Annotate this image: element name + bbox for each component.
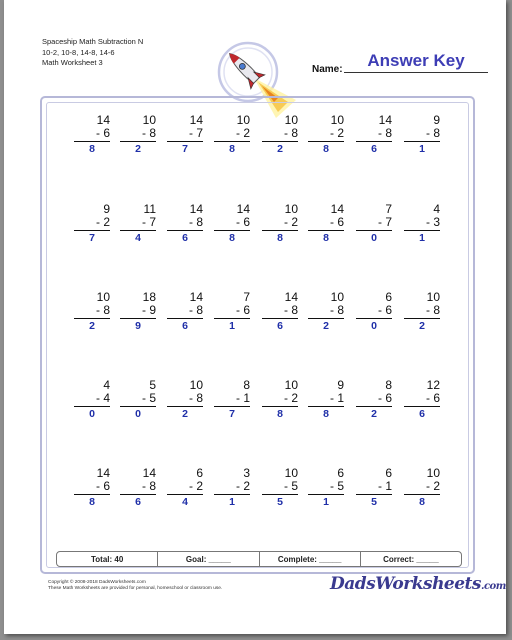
answer-bar bbox=[308, 318, 344, 319]
minuend: 11 bbox=[143, 202, 156, 216]
answer-bar bbox=[214, 230, 250, 231]
name-label: Name: bbox=[312, 64, 343, 75]
subtrahend: - 2 bbox=[235, 479, 250, 493]
minuend: 14 bbox=[378, 113, 392, 127]
subtrahend: - 6 bbox=[377, 303, 392, 317]
answer-bar bbox=[308, 230, 344, 231]
subtrahend: - 5 bbox=[283, 479, 298, 493]
subtrahend: - 9 bbox=[141, 303, 156, 317]
subtraction-problem bbox=[308, 291, 344, 332]
minuend: 4 bbox=[103, 378, 110, 392]
answer: 2 bbox=[89, 320, 95, 332]
subtraction-problem bbox=[356, 203, 392, 244]
subtraction-problem bbox=[167, 379, 203, 420]
subtraction-problem bbox=[214, 379, 250, 420]
minuend: 14 bbox=[284, 290, 298, 304]
answer-bar bbox=[262, 318, 298, 319]
subtraction-problem bbox=[74, 114, 110, 155]
answer-bar bbox=[404, 494, 440, 495]
answer: 6 bbox=[182, 232, 188, 244]
answer: 9 bbox=[135, 320, 141, 332]
answer-bar bbox=[308, 494, 344, 495]
worksheet-number: Math Worksheet 3 bbox=[42, 58, 103, 67]
minuend: 14 bbox=[96, 113, 110, 127]
subtrahend: - 1 bbox=[377, 479, 392, 493]
minuend: 3 bbox=[243, 466, 250, 480]
minuend: 14 bbox=[189, 202, 203, 216]
subtraction-problem bbox=[308, 379, 344, 420]
subtrahend: - 8 bbox=[95, 303, 110, 317]
answer-bar bbox=[120, 318, 156, 319]
subtrahend: - 8 bbox=[188, 303, 203, 317]
subtraction-problem bbox=[404, 203, 440, 244]
subtraction-problem bbox=[74, 467, 110, 508]
answer-bar bbox=[74, 406, 110, 407]
subtraction-problem bbox=[167, 291, 203, 332]
subtrahend: - 2 bbox=[283, 215, 298, 229]
answer-bar bbox=[404, 318, 440, 319]
answer: 5 bbox=[277, 496, 283, 508]
answer: 0 bbox=[371, 232, 377, 244]
answer: 2 bbox=[135, 143, 141, 155]
subtrahend: - 6 bbox=[425, 391, 440, 405]
minuend: 6 bbox=[337, 466, 344, 480]
minuend: 6 bbox=[196, 466, 203, 480]
subtrahend: - 8 bbox=[283, 126, 298, 140]
answer-bar bbox=[262, 494, 298, 495]
goal-field: Goal: _____ bbox=[158, 552, 259, 566]
subtraction-problem bbox=[120, 379, 156, 420]
answer-bar bbox=[214, 141, 250, 142]
answer-bar bbox=[120, 494, 156, 495]
subtrahend: - 2 bbox=[425, 479, 440, 493]
subtraction-problem bbox=[214, 291, 250, 332]
answer: 8 bbox=[229, 232, 235, 244]
subtraction-problem bbox=[262, 114, 298, 155]
answer: 2 bbox=[419, 320, 425, 332]
subtrahend: - 4 bbox=[95, 391, 110, 405]
answer-bar bbox=[167, 406, 203, 407]
minuend: 10 bbox=[426, 466, 440, 480]
minuend: 10 bbox=[284, 378, 298, 392]
subtrahend: - 1 bbox=[329, 391, 344, 405]
total-field: Total: 40 bbox=[57, 552, 158, 566]
subtraction-problem bbox=[74, 203, 110, 244]
minuend: 10 bbox=[284, 202, 298, 216]
answer-bar bbox=[120, 406, 156, 407]
minuend: 12 bbox=[426, 378, 440, 392]
subtrahend: - 7 bbox=[141, 215, 156, 229]
brand-logo bbox=[330, 574, 506, 594]
subtrahend: - 2 bbox=[283, 391, 298, 405]
answer: 6 bbox=[277, 320, 283, 332]
minuend: 10 bbox=[330, 290, 344, 304]
subtrahend: - 2 bbox=[329, 126, 344, 140]
minuend: 10 bbox=[96, 290, 110, 304]
minuend: 14 bbox=[330, 202, 344, 216]
answer-bar bbox=[74, 230, 110, 231]
subtrahend: - 7 bbox=[377, 215, 392, 229]
subtraction-problem bbox=[356, 291, 392, 332]
minuend: 7 bbox=[243, 290, 250, 304]
answer: 8 bbox=[229, 143, 235, 155]
copyright-line: Copyright © 2008-2018 DadsWorksheets.com bbox=[48, 580, 146, 585]
subtrahend: - 6 bbox=[95, 479, 110, 493]
answer-key-label: Answer Key bbox=[367, 51, 465, 70]
fact-list: 10-2, 10-8, 14-8, 14-6 bbox=[42, 47, 115, 57]
answer: 0 bbox=[371, 320, 377, 332]
answer: 2 bbox=[323, 320, 329, 332]
minuend: 14 bbox=[142, 466, 156, 480]
answer-bar bbox=[74, 494, 110, 495]
subtraction-problem bbox=[214, 114, 250, 155]
subtraction-problem bbox=[214, 203, 250, 244]
answer-bar bbox=[308, 141, 344, 142]
name-line bbox=[344, 72, 488, 73]
minuend: 10 bbox=[189, 378, 203, 392]
answer-bar bbox=[404, 406, 440, 407]
minuend: 10 bbox=[284, 466, 298, 480]
subtrahend: - 8 bbox=[141, 479, 156, 493]
answer-bar bbox=[74, 141, 110, 142]
minuend: 10 bbox=[330, 113, 344, 127]
answer: 1 bbox=[229, 496, 235, 508]
answer: 8 bbox=[277, 408, 283, 420]
subtraction-problem bbox=[120, 114, 156, 155]
subtraction-problem bbox=[404, 379, 440, 420]
subtraction-problem bbox=[404, 291, 440, 332]
minuend: 9 bbox=[433, 113, 440, 127]
minuend: 18 bbox=[142, 290, 156, 304]
answer: 0 bbox=[135, 408, 141, 420]
answer: 5 bbox=[371, 496, 377, 508]
subtraction-problem bbox=[214, 467, 250, 508]
worksheet-page bbox=[4, 0, 506, 634]
minuend: 10 bbox=[284, 113, 298, 127]
answer: 7 bbox=[182, 143, 188, 155]
answer: 7 bbox=[89, 232, 95, 244]
subtrahend: - 5 bbox=[329, 479, 344, 493]
subtrahend: - 6 bbox=[329, 215, 344, 229]
answer-bar bbox=[356, 318, 392, 319]
answer: 1 bbox=[323, 496, 329, 508]
subtraction-problem bbox=[308, 467, 344, 508]
minuend: 10 bbox=[426, 290, 440, 304]
worksheet-header bbox=[42, 37, 143, 69]
answer-bar bbox=[167, 318, 203, 319]
answer: 6 bbox=[419, 408, 425, 420]
answer-bar bbox=[308, 406, 344, 407]
minuend: 9 bbox=[337, 378, 344, 392]
minuend: 9 bbox=[103, 202, 110, 216]
subtrahend: - 7 bbox=[188, 126, 203, 140]
answer: 8 bbox=[89, 143, 95, 155]
answer: 2 bbox=[182, 408, 188, 420]
score-footer bbox=[56, 551, 462, 567]
subtraction-problem bbox=[356, 379, 392, 420]
answer-bar bbox=[214, 494, 250, 495]
minuend: 10 bbox=[142, 113, 156, 127]
minuend: 14 bbox=[189, 290, 203, 304]
subtrahend: - 8 bbox=[377, 126, 392, 140]
answer: 6 bbox=[135, 496, 141, 508]
subtrahend: - 8 bbox=[283, 303, 298, 317]
subtraction-problem bbox=[74, 379, 110, 420]
subtraction-problem bbox=[404, 114, 440, 155]
subtraction-problem bbox=[356, 467, 392, 508]
answer: 8 bbox=[323, 408, 329, 420]
answer-bar bbox=[214, 318, 250, 319]
answer: 8 bbox=[277, 232, 283, 244]
brand-name: DadsWorksheets bbox=[330, 574, 481, 594]
subtraction-problem bbox=[167, 114, 203, 155]
subtraction-problem bbox=[167, 467, 203, 508]
answer: 0 bbox=[89, 408, 95, 420]
answer-bar bbox=[167, 230, 203, 231]
minuend: 5 bbox=[149, 378, 156, 392]
minuend: 6 bbox=[385, 290, 392, 304]
answer-bar bbox=[167, 494, 203, 495]
usage-line: These Math Worksheets are provided for personal, homeschool or classroom use. bbox=[48, 586, 223, 591]
subtrahend: - 2 bbox=[188, 479, 203, 493]
minuend: 10 bbox=[236, 113, 250, 127]
answer-bar bbox=[404, 230, 440, 231]
answer: 1 bbox=[419, 232, 425, 244]
correct-field: Correct: _____ bbox=[383, 554, 439, 564]
answer-bar bbox=[356, 141, 392, 142]
answer-bar bbox=[356, 494, 392, 495]
subtrahend: - 2 bbox=[235, 126, 250, 140]
answer: 4 bbox=[135, 232, 141, 244]
answer: 2 bbox=[277, 143, 283, 155]
answer-bar bbox=[120, 141, 156, 142]
answer: 2 bbox=[371, 408, 377, 420]
answer: 4 bbox=[182, 496, 188, 508]
answer: 6 bbox=[371, 143, 377, 155]
answer: 8 bbox=[323, 232, 329, 244]
subtrahend: - 8 bbox=[188, 215, 203, 229]
subtraction-problem bbox=[356, 114, 392, 155]
subtraction-problem bbox=[262, 203, 298, 244]
subtraction-problem bbox=[262, 379, 298, 420]
minuend: 14 bbox=[96, 466, 110, 480]
subtrahend: - 2 bbox=[95, 215, 110, 229]
answer-bar bbox=[262, 230, 298, 231]
answer: 6 bbox=[182, 320, 188, 332]
subtrahend: - 8 bbox=[425, 303, 440, 317]
subtrahend: - 6 bbox=[95, 126, 110, 140]
answer-bar bbox=[404, 141, 440, 142]
subtrahend: - 8 bbox=[425, 126, 440, 140]
subtrahend: - 8 bbox=[188, 391, 203, 405]
subtrahend: - 6 bbox=[235, 215, 250, 229]
answer-bar bbox=[167, 141, 203, 142]
answer-bar bbox=[120, 230, 156, 231]
subtraction-problem bbox=[262, 291, 298, 332]
complete-field: Complete: _____ bbox=[260, 552, 361, 566]
subtrahend: - 1 bbox=[235, 391, 250, 405]
answer: 8 bbox=[323, 143, 329, 155]
subtrahend: - 6 bbox=[235, 303, 250, 317]
subtraction-problem bbox=[74, 291, 110, 332]
answer: 8 bbox=[89, 496, 95, 508]
subtrahend: - 6 bbox=[377, 391, 392, 405]
subtraction-problem bbox=[308, 203, 344, 244]
minuend: 8 bbox=[243, 378, 250, 392]
minuend: 7 bbox=[385, 202, 392, 216]
answer: 8 bbox=[419, 496, 425, 508]
subtraction-problem bbox=[120, 467, 156, 508]
minuend: 8 bbox=[385, 378, 392, 392]
brand-domain: .com bbox=[480, 581, 506, 592]
subtraction-problem bbox=[167, 203, 203, 244]
answer: 7 bbox=[229, 408, 235, 420]
worksheet-title: Spaceship Math Subtraction N bbox=[42, 37, 144, 46]
answer-bar bbox=[214, 406, 250, 407]
subtraction-problem bbox=[120, 291, 156, 332]
answer-bar bbox=[356, 230, 392, 231]
minuend: 14 bbox=[236, 202, 250, 216]
subtraction-problem bbox=[404, 467, 440, 508]
subtrahend: - 8 bbox=[329, 303, 344, 317]
minuend: 14 bbox=[189, 113, 203, 127]
copyright-notice bbox=[48, 580, 222, 592]
minuend: 6 bbox=[385, 466, 392, 480]
subtrahend: - 8 bbox=[141, 126, 156, 140]
minuend: 4 bbox=[433, 202, 440, 216]
subtraction-problem bbox=[308, 114, 344, 155]
subtraction-problem bbox=[120, 203, 156, 244]
answer: 1 bbox=[229, 320, 235, 332]
answer-bar bbox=[262, 406, 298, 407]
subtrahend: - 3 bbox=[425, 215, 440, 229]
answer-bar bbox=[262, 141, 298, 142]
answer: 1 bbox=[419, 143, 425, 155]
subtrahend: - 5 bbox=[141, 391, 156, 405]
answer-bar bbox=[74, 318, 110, 319]
subtraction-problem bbox=[262, 467, 298, 508]
answer-bar bbox=[356, 406, 392, 407]
